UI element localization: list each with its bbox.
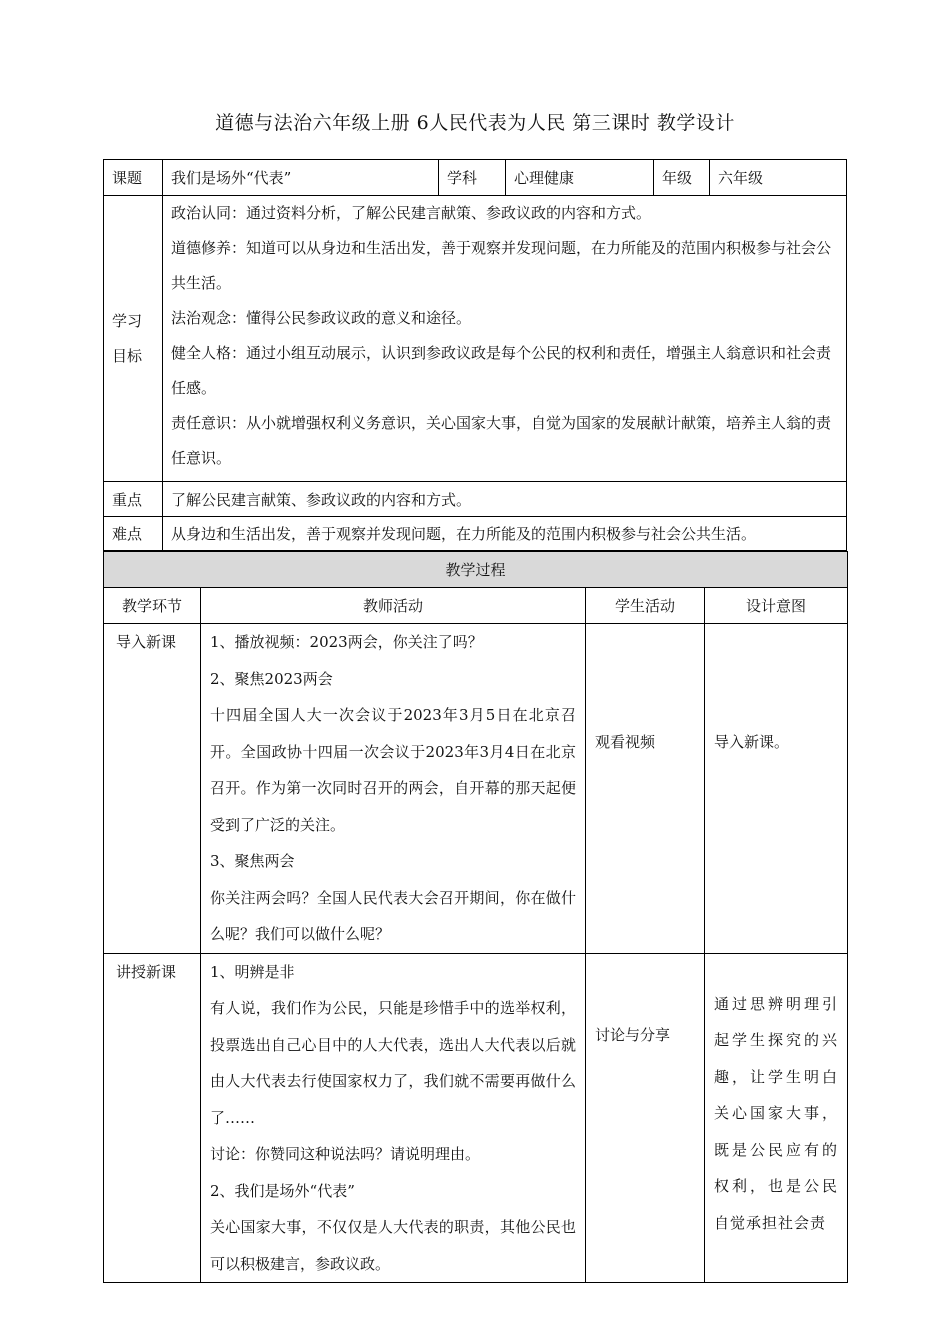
topic-value: 我们是场外“代表” <box>163 160 439 196</box>
stage-cell: 导入新课 <box>104 624 201 954</box>
teacher-line: 3、聚焦两会 <box>210 852 295 870</box>
objective-item: 法治观念：懂得公民参政议政的意义和途径。 <box>171 309 472 327</box>
header-teacher: 教师活动 <box>201 588 586 624</box>
process-row-intro <box>104 624 848 954</box>
teacher-line: 十四届全国人大一次会议于2023年3月5日在北京召开。全国政协十四届一次会议于2023年3月4日在北京召开。作为第一次同时召开的两会，自开幕的那天起便受到了广泛的关注。 <box>210 706 576 834</box>
subject-label: 学科 <box>439 160 506 196</box>
teacher-line: 1、明辨是非 <box>210 962 295 981</box>
key-point-row <box>104 482 847 517</box>
intent-cell: 通过思辨明理引起学生探究的兴趣，让学生明白关心国家大事，既是公民应有的权利，也是公民自觉承担社会责 <box>705 953 848 1283</box>
teacher-line: 2、聚焦2023两会 <box>210 669 333 688</box>
process-title-row <box>104 552 848 588</box>
header-student: 学生活动 <box>586 588 705 624</box>
teacher-line: 你关注两会吗？全国人民代表大会召开期间，你在做什么呢？我们可以做什么呢？ <box>210 888 576 943</box>
objectives-label <box>104 196 163 482</box>
grade-value: 六年级 <box>710 160 847 196</box>
stage-cell: 讲授新课 <box>104 953 201 1283</box>
objective-item: 政治认同：通过资料分析，了解公民建言献策、参政议政的内容和方式。 <box>171 204 652 222</box>
header-stage: 教学环节 <box>104 588 201 624</box>
page-title: 道德与法治六年级上册 6人民代表为人民 第三课时 教学设计 <box>215 112 735 134</box>
difficulty-row <box>104 517 847 551</box>
objectives-row <box>104 196 847 482</box>
difficulty-label: 难点 <box>104 517 163 551</box>
course-info-table <box>103 159 847 551</box>
info-row <box>104 160 847 196</box>
student-activity-cell: 观看视频 <box>586 624 705 954</box>
process-header-row <box>104 588 848 624</box>
topic-label: 课题 <box>104 160 163 196</box>
teacher-line: 有人说，我们作为公民，只能是珍惜手中的选举权利，投票选出自己心目中的人大代表，选出人大代表以后就由人大代表去行使国家权力了，我们就不需要再做什么了…… <box>210 999 576 1127</box>
grade-label: 年级 <box>654 160 710 196</box>
teacher-activity-cell <box>201 953 586 1283</box>
process-row-teaching <box>104 953 848 1283</box>
teacher-activity-cell <box>201 624 586 954</box>
teacher-line: 讨论：你赞同这种说法吗？请说明理由。 <box>210 1145 481 1163</box>
key-point-value: 了解公民建言献策、参政议政的内容和方式。 <box>163 482 847 517</box>
teacher-line: 2、我们是场外“代表” <box>210 1181 355 1200</box>
process-title: 教学过程 <box>104 552 848 588</box>
teacher-line: 关心国家大事，不仅仅是人大代表的职责，其他公民也可以积极建言，参政议政。 <box>210 1218 576 1273</box>
key-point-label: 重点 <box>104 482 163 517</box>
subject-value: 心理健康 <box>506 160 654 196</box>
objective-item: 道德修养：知道可以从身边和生活出发，善于观察并发现问题，在力所能及的范围内积极参与社会公共生活。 <box>171 239 832 292</box>
student-activity-cell: 讨论与分享 <box>586 953 705 1283</box>
objectives-content <box>163 196 847 482</box>
process-table <box>103 551 848 1283</box>
header-intent: 设计意图 <box>705 588 848 624</box>
objective-item: 健全人格：通过小组互动展示，认识到参政议政是每个公民的权利和责任，增强主人翁意识和社会责任感。 <box>171 344 832 397</box>
objectives-label-line2: 目标 <box>112 346 143 365</box>
teacher-line: 1、播放视频：2023两会，你关注了吗？ <box>210 633 483 651</box>
intent-cell: 导入新课。 <box>705 624 848 954</box>
difficulty-value: 从身边和生活出发，善于观察并发现问题，在力所能及的范围内积极参与社会公共生活。 <box>163 517 847 551</box>
objective-item: 责任意识：从小就增强权利义务意识，关心国家大事，自觉为国家的发展献计献策，培养主人翁的责任意识。 <box>171 414 832 467</box>
objectives-label-line1: 学习 <box>112 311 143 330</box>
